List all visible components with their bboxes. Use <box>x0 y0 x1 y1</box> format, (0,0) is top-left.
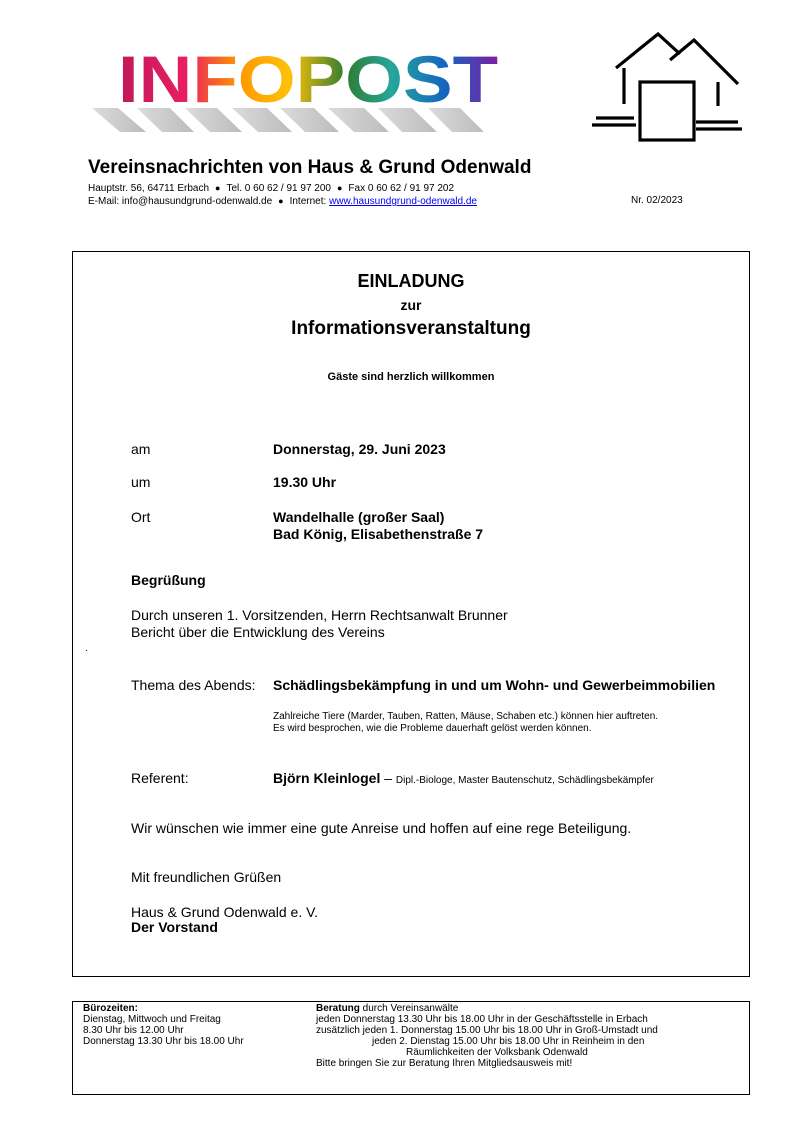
website-link[interactable]: www.hausundgrund-odenwald.de <box>329 196 477 207</box>
organization-name: Haus & Grund Odenwald e. V. <box>131 904 319 920</box>
contact-line <box>88 195 477 208</box>
date-label: am <box>131 441 151 457</box>
advice-membership-note: Bitte bringen Sie zur Beratung Ihren Mitgliedsausweis mit! <box>316 1058 573 1069</box>
time-label: um <box>131 474 151 490</box>
greeting-text: Durch unseren 1. Vorsitzenden, Herrn Rechtsanwalt Brunner <box>131 607 508 623</box>
report-text: Bericht über die Entwicklung des Vereins <box>131 624 385 640</box>
issue-number: Nr. 02/2023 <box>631 195 683 206</box>
newsletter-title: Vereinsnachrichten von Haus & Grund Odenwald <box>88 157 532 178</box>
speaker-label: Referent: <box>131 770 189 786</box>
topic-value: Schädlingsbekämpfung in und um Wohn- und Gewerbeimmobilien <box>273 677 716 693</box>
advice-erbach: jeden Donnerstag 13.30 Uhr bis 18.00 Uhr in der Geschäftsstelle in Erbach <box>316 1014 648 1025</box>
regards: Mit freundlichen Grüßen <box>131 869 282 885</box>
advice-heading-rest: durch Vereinsanwälte <box>359 1003 459 1014</box>
advice-heading <box>316 1004 458 1015</box>
advice-heading-bold: Beratung <box>316 1003 360 1014</box>
street-address: Hauptstr. 56, 64711 Erbach <box>88 183 210 194</box>
phone-number: Tel. 0 60 62 / 91 97 200 <box>226 183 331 194</box>
address-line <box>88 182 454 195</box>
bullet-separator: ● <box>278 196 284 206</box>
guests-welcome: Gäste sind herzlich willkommen <box>327 371 495 383</box>
stray-dot: . <box>85 643 88 654</box>
date-value: Donnerstag, 29. Juni 2023 <box>273 441 446 457</box>
place-venue: Wandelhalle (großer Saal) <box>273 509 445 525</box>
speaker-name: Björn Kleinlogel <box>273 770 381 786</box>
bullet-separator: ● <box>336 183 343 193</box>
place-label: Ort <box>131 509 151 525</box>
office-hours-days: Dienstag, Mittwoch und Freitag <box>83 1014 221 1025</box>
topic-description: Zahlreiche Tiere (Marder, Tauben, Ratten, Mäuse, Schaben etc.) können hier auftreten. <box>273 711 659 722</box>
house-icon <box>588 32 746 144</box>
event-title: Informationsveranstaltung <box>291 318 531 339</box>
speaker-description: Dipl.-Biologe, Master Bautenschutz, Schädlingsbekämpfer <box>395 775 654 786</box>
email-address[interactable]: E-Mail: info@hausundgrund-odenwald.de <box>88 196 273 207</box>
invitation-subheading: zur <box>400 297 422 313</box>
infopost-logo <box>82 40 522 145</box>
place-address: Bad König, Elisabethenstraße 7 <box>273 526 484 542</box>
invitation-heading: EINLADUNG <box>357 271 465 291</box>
topic-label: Thema des Abends: <box>131 677 256 693</box>
greeting-heading: Begrüßung <box>131 572 206 588</box>
logo-text: INFOPOST <box>118 42 498 116</box>
internet-label: Internet: <box>289 196 330 207</box>
bullet-separator: ● <box>215 183 221 193</box>
advice-location: Räumlichkeiten der Volksbank Odenwald <box>406 1047 588 1058</box>
office-hours-time: 8.30 Uhr bis 12.00 Uhr <box>83 1025 184 1036</box>
office-hours-thursday: Donnerstag 13.30 Uhr bis 18.00 Uhr <box>83 1036 244 1047</box>
office-hours-heading: Bürozeiten: <box>83 1003 138 1014</box>
closing-wish: Wir wünschen wie immer eine gute Anreise und hoffen auf eine rege Beteiligung. <box>131 820 632 836</box>
speaker-info <box>273 770 654 788</box>
speaker-dash: – <box>380 770 396 786</box>
infopost-logo-graphic <box>82 40 522 145</box>
fax-number: Fax 0 60 62 / 91 97 202 <box>348 183 455 194</box>
topic-description-2: Es wird besprochen, wie die Probleme dauerhaft gelöst werden können. <box>273 723 592 734</box>
time-value: 19.30 Uhr <box>273 474 337 490</box>
advice-reinheim: jeden 2. Dienstag 15.00 Uhr bis 18.00 Uhr in Reinheim in den <box>372 1036 645 1047</box>
advice-gross-umstadt: zusätzlich jeden 1. Donnerstag 15.00 Uhr bis 18.00 Uhr in Groß-Umstadt und <box>316 1025 658 1036</box>
board-signature: Der Vorstand <box>131 919 218 935</box>
